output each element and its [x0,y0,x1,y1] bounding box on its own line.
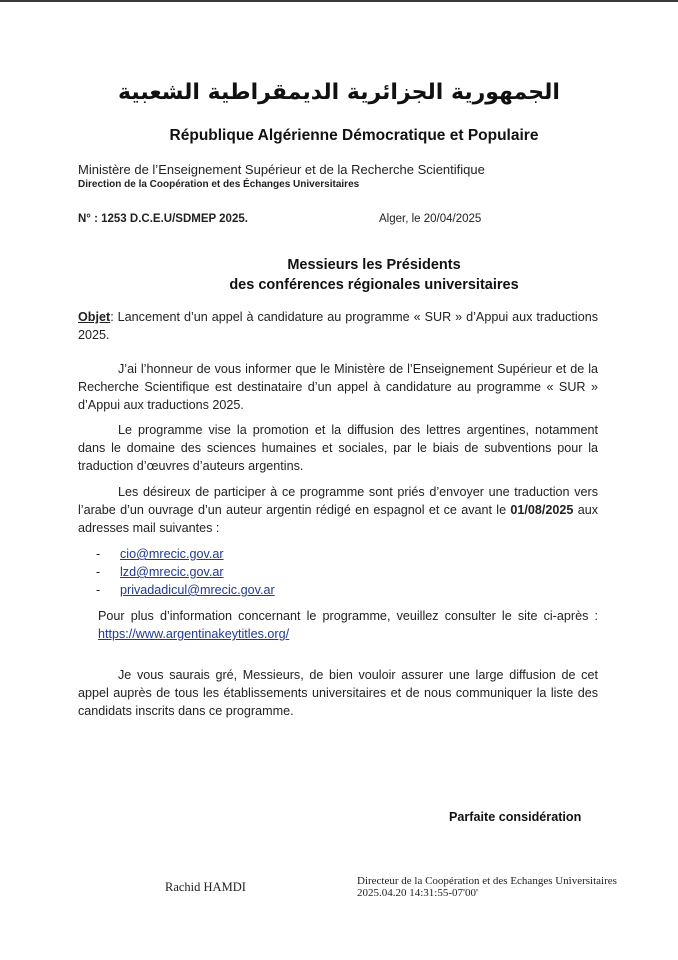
object-text: : Lancement d’un appel à candidature au programme « SUR » d’Appui aux traductions 2025. [78,310,598,342]
closing-salutation: Parfaite considération [449,810,582,824]
object-label: Objet [78,310,111,324]
signer-title: Directeur de la Coopération et des Echanges Universitaires [357,875,617,887]
program-website-link[interactable]: https://www.argentinakeytitles.org/ [98,627,290,641]
email-list [96,545,275,599]
addressee-block [0,255,678,295]
arabic-republic-title: الجمهورية الجزائرية الديمقراطية الشعبية [118,80,560,105]
deadline-date: 01/08/2025 [510,503,574,517]
list-dash: - [96,565,101,579]
email-link-lzd[interactable]: lzd@mrecic.gov.ar [120,565,224,579]
addressee-line-1: Messieurs les Présidents [287,257,461,273]
digital-signature-block [357,875,617,899]
info-paragraph [98,607,598,643]
direction-name: Direction de la Coopération et des Échanges Universitaires [78,179,360,190]
paragraph-4: Je vous saurais gré, Messieurs, de bien vouloir assurer une large diffusion de cet appel auprès de tous les établissements universitaires et de nous communiquer la liste des candidats inscrits dans ce programme. [78,668,598,718]
info-text: Pour plus d’information concernant le programme, veuillez consulter le site ci-après : [98,609,598,623]
paragraph-3-text-end: aux adresses mail suivantes : [78,503,598,535]
email-item [96,545,275,563]
list-dash: - [96,583,101,597]
paragraph-1: J’ai l’honneur de vous informer que le Ministère de l’Enseignement Supérieur et de la Recherche Scientifique est destinataire d’un appel à candidature au programme « SUR » d’Appui aux traductions 2025. [78,362,598,412]
object-line [78,308,598,344]
email-link-cio[interactable]: cio@mrecic.gov.ar [120,547,224,561]
email-link-privadadicul[interactable]: privadadicul@mrecic.gov.ar [120,583,275,597]
signature-timestamp: 2025.04.20 14:31:55-07'00' [357,887,478,899]
paragraph-3-text: Les désireux de participer à ce programme sont priés d’envoyer une traduction vers l’arabe d’un ouvrage d’un auteur argentin rédigé en espagnol et ce avant le [78,485,598,517]
addressee-line-2: des conférences régionales universitaires [229,277,519,293]
paragraph-2: Le programme vise la promotion et la diffusion des lettres argentines, notamment dans le domaine des sciences humaines et sociales, par le biais de subventions pour la traduction d’œuvres d’auteurs argentins. [78,423,598,473]
email-item [96,563,275,581]
list-dash: - [96,547,101,561]
french-republic-title: République Algérienne Démocratique et Populaire [169,127,539,144]
signer-name: Rachid HAMDI [165,880,246,894]
ministry-name: Ministère de l’Enseignement Supérieur et de la Recherche Scientifique [78,162,485,177]
place-date: Alger, le 20/04/2025 [379,213,482,225]
reference-number: N° : 1253 D.C.E.U/SDMEP 2025. [78,213,248,225]
email-item [96,581,275,599]
paragraph-3 [78,483,598,537]
